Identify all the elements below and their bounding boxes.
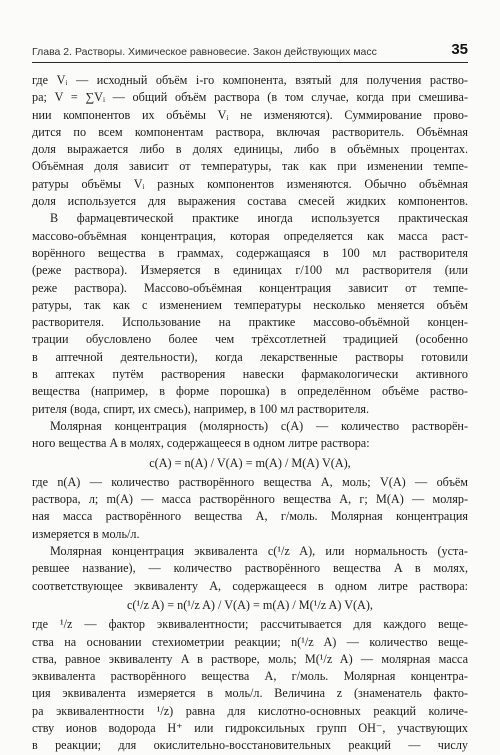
text-line: где n(A) — количество растворённого вещества A, моль; V(A) — объём [32, 474, 468, 489]
text-line: ратуры, так как с изменением температуры несколько меняется объём [32, 297, 468, 312]
text-line: рителя (вода, спирт, их смесь), например, в 100 мл растворителя. [32, 401, 370, 416]
text-line: соответствующее эквиваленту A, содержащееся в одном литре раствора: [32, 578, 468, 593]
text-line: ству ионов водорода H⁺ или гидроксильных групп OH⁻, участвующих [32, 720, 468, 735]
text-line: ства, равное эквиваленту A в растворе, моль; M(¹/z A) — молярная масса [32, 651, 468, 666]
text-line: в реакции; для окислительно-восстановительных реакций — числу [32, 738, 468, 753]
text-line: c(¹/z A) = n(¹/z A) / V(A) = m(A) / M(¹/z A) V(A), [127, 597, 373, 612]
text-line: ревшее название), — количество растворённого вещества A в молях, [32, 561, 468, 576]
text-line: ция эквивалента измеряется в моль/л. Величина z (знаменатель факто- [32, 686, 468, 701]
text-line: нии компонентов их объёмы Vᵢ не изменяются). Суммирование прово- [32, 107, 468, 122]
text-line: ства на основании стехиометрии реакции; n(¹/z A) — количество веще- [32, 634, 468, 649]
text-line: ра эквивалентности ¹/z) равна для кислотно-основных реакций количе- [32, 703, 468, 718]
text-line: раствора, л; m(A) — масса растворённого вещества A, г; M(A) — моляр- [32, 492, 468, 507]
page-number: 35 [451, 41, 468, 58]
text-line: в аптеках путём растворения навески фармакологически активного [32, 367, 468, 382]
running-header [32, 42, 468, 63]
text-line: ра; V = ∑Vᵢ — общий объём раствора (в том случае, когда при смешива- [32, 90, 468, 105]
text-line: Молярная концентрация эквивалента c(¹/z A), или нормальность (уста- [50, 544, 468, 559]
text-line: где ¹/z — фактор эквивалентности; рассчитывается для каждого веще- [32, 617, 468, 632]
text-line: В фармацевтической практике иногда используется практическая [50, 211, 468, 226]
text-line: в аптечной деятельности), когда лекарственные растворы готовили [32, 349, 468, 364]
text-line: Молярная концентрация (молярность) c(A) — количество растворён- [50, 418, 468, 433]
text-line: Объёмная доля зависит от температуры, так как при изменении темпе- [32, 159, 468, 174]
text-line: вещества (например, в форме порошка) в определённом объёме раство- [32, 384, 468, 399]
text-line: массово-объёмная концентрация, которая определяется как масса раст- [32, 228, 468, 243]
text-line: ная масса растворённого вещества A, г/моль. Молярная концентрация [32, 509, 468, 524]
text-line: трации обусловлено более чем трёхсотлетней традицией (особенно [32, 332, 468, 347]
text-line: доля выражается либо в долях единицы, либо в объёмных процентах. [32, 142, 468, 157]
text-line: ного вещества A в молях, содержащееся в одном литре раствора: [32, 436, 370, 451]
text-line: растворителя. Использование на практике массово-объёмной концен- [32, 315, 468, 330]
text-line: доля используется для выражения состава смесей жидких компонентов. [32, 194, 468, 209]
text-line: где Vᵢ — исходный объём i-го компонента, взятый для получения раство- [32, 73, 468, 87]
chapter-title: Глава 2. Растворы. Химическое равновесие. Закон действующих масс [32, 46, 377, 58]
text-line: измеряется в моль/л. [32, 526, 140, 541]
text-line: (реже раствора). Измеряется в единицах г/100 мл растворителя (или [32, 263, 468, 278]
page-body [32, 72, 468, 755]
text-line: ворённого вещества в граммах, содержащаяся в 100 мл растворителя [32, 245, 468, 260]
text-line: дится по всем компонентам раствора, включая растворитель. Объёмная [32, 124, 468, 139]
text-line: ратуры объёмы Vᵢ разных компонентов изменяются. Обычно объёмная [32, 176, 468, 191]
text-line: эквивалента растворённого вещества A, г/моль. Молярная концентра- [32, 669, 468, 684]
text-line: реже раствора). Массово-объёмная концентрация зависит от темпе- [32, 280, 468, 295]
text-line: c(A) = n(A) / V(A) = m(A) / M(A) V(A), [149, 455, 351, 470]
